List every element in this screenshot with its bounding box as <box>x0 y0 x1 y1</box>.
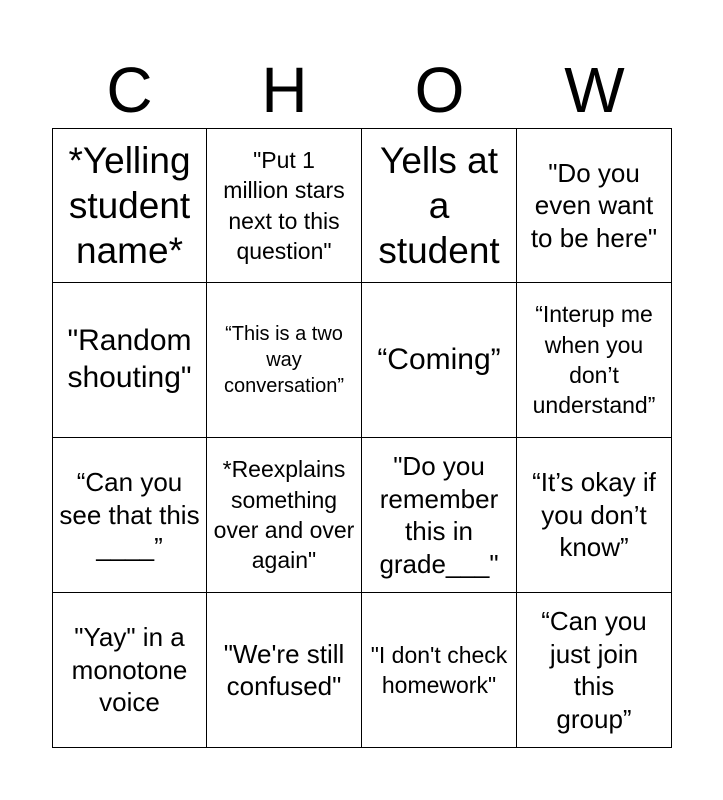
bingo-cell[interactable] <box>52 438 207 593</box>
bingo-cell[interactable] <box>517 438 672 593</box>
bingo-board <box>52 128 672 748</box>
bingo-cell[interactable] <box>362 128 517 283</box>
bingo-cell-text: "Do you remember this in grade___" <box>379 451 499 579</box>
bingo-cell[interactable] <box>517 283 672 438</box>
bingo-cell-text: “Can you see that this ____” <box>59 467 200 563</box>
bingo-cell-text: "Put 1 million stars next to this question" <box>223 146 345 264</box>
bingo-cell[interactable] <box>362 438 517 593</box>
bingo-header <box>52 52 672 128</box>
bingo-cell-text: Yells at a student <box>378 139 500 272</box>
bingo-cell-text: "Yay" in a monotone voice <box>71 622 188 718</box>
header-letter-w: W <box>564 54 625 126</box>
bingo-cell[interactable] <box>207 438 362 593</box>
bingo-cell[interactable] <box>207 283 362 438</box>
header-letter-o: O <box>414 54 465 126</box>
bingo-cell[interactable] <box>362 283 517 438</box>
header-letter-h: H <box>261 54 308 126</box>
bingo-cell-text: “Interup me when you don’t understand” <box>532 301 656 419</box>
bingo-cell[interactable] <box>52 593 207 748</box>
bingo-cell-text: *Yelling student name* <box>68 139 191 272</box>
bingo-cell-text: “Can you just join this group” <box>541 606 647 734</box>
bingo-cell[interactable] <box>207 593 362 748</box>
bingo-cell[interactable] <box>517 128 672 283</box>
bingo-cell-text: “Coming” <box>377 342 501 376</box>
bingo-cell[interactable] <box>52 128 207 283</box>
bingo-cell-text: "Random shouting" <box>67 324 192 394</box>
bingo-cell-text: "I don't check homework" <box>370 641 508 698</box>
bingo-cell-text: “This is a two way conversation” <box>223 323 345 397</box>
bingo-cell-text: *Reexplains something over and over again" <box>213 456 355 574</box>
bingo-cell-text: "We're still confused" <box>223 638 345 701</box>
header-letter-c: C <box>106 54 153 126</box>
bingo-cell-text: "Do you even want to be here" <box>530 157 658 253</box>
bingo-cell[interactable] <box>362 593 517 748</box>
bingo-cell[interactable] <box>517 593 672 748</box>
bingo-cell-text: “It’s okay if you don’t know” <box>532 467 656 563</box>
bingo-cell[interactable] <box>52 283 207 438</box>
bingo-cell[interactable] <box>207 128 362 283</box>
